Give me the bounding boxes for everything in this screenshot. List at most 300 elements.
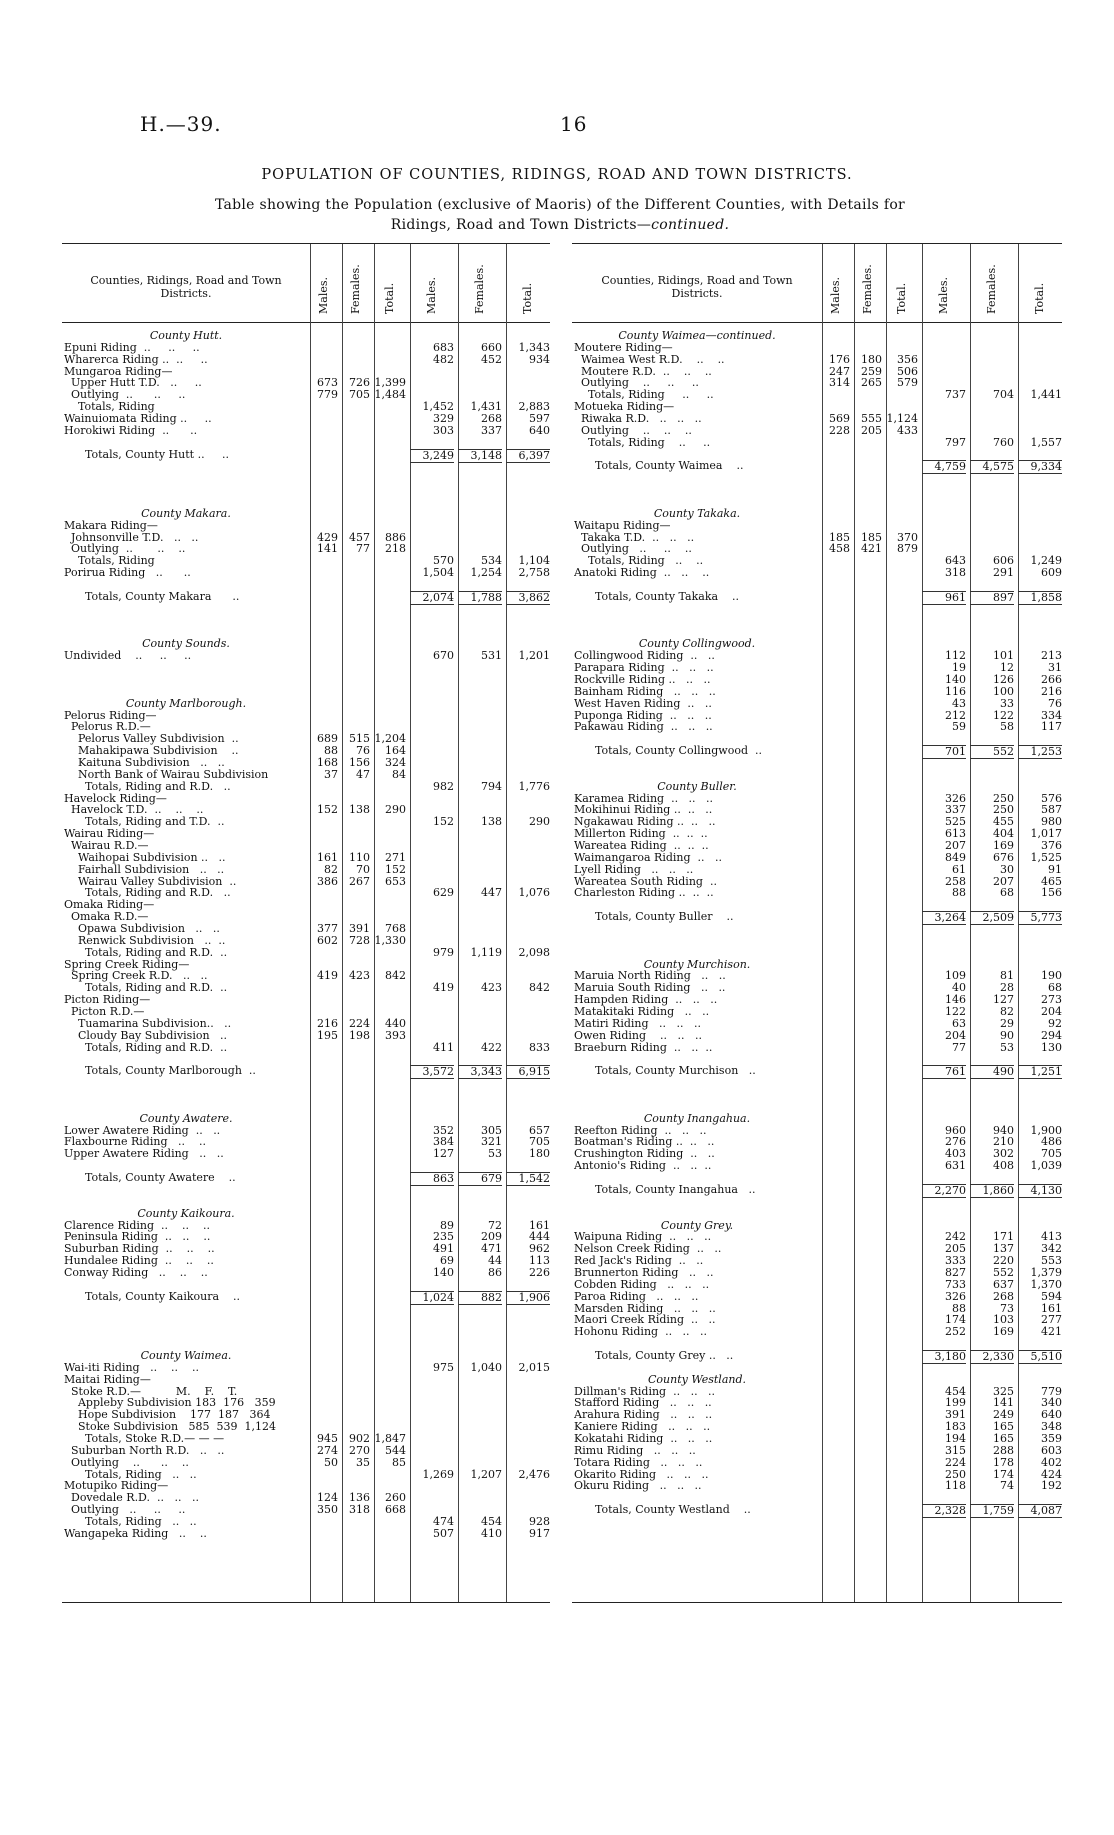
left-cell-f2: 882 xyxy=(458,1291,502,1305)
right-cell-t2: 161 xyxy=(1041,1301,1062,1315)
right-row-label: Charleston Riding .. .. .. xyxy=(574,887,714,900)
right-table-row xyxy=(572,1172,1062,1184)
right-cell-m2: 797 xyxy=(945,435,966,449)
right-cell-m2: 2,270 xyxy=(922,1184,966,1198)
right-row-label: Dillman's Riding .. .. .. xyxy=(574,1385,716,1398)
page-number: 16 xyxy=(560,112,588,136)
right-cell-t2: 1,249 xyxy=(1030,554,1062,568)
left-cell-f2: 410 xyxy=(481,1526,502,1540)
left-cell-m1: 168 xyxy=(317,755,338,769)
right-cell-t2: 465 xyxy=(1041,874,1062,888)
right-row-label: Wareatea South Riding .. xyxy=(574,875,717,888)
left-cell-f2: 1,254 xyxy=(470,566,502,580)
left-cell-f1: 515 xyxy=(349,732,370,746)
right-cell-t2: 192 xyxy=(1041,1479,1062,1493)
left-cell-f2: 534 xyxy=(481,554,502,568)
right-table-row xyxy=(572,1279,1062,1291)
right-row-label: Paroa Riding .. .. .. xyxy=(574,1290,699,1303)
right-cell-t2: 1,251 xyxy=(1018,1065,1062,1079)
left-row-label: Totals, County Marlborough .. xyxy=(64,1065,256,1078)
left-row-label: Totals, Riding and R.D. .. xyxy=(64,887,231,900)
right-table-row xyxy=(572,994,1062,1006)
left-table-row xyxy=(62,1409,550,1421)
left-table-row xyxy=(62,840,550,852)
left-table-row xyxy=(62,1362,550,1374)
left-table-row xyxy=(62,816,550,828)
left-cell-f2: 321 xyxy=(481,1135,502,1149)
left-row-label: County Sounds. xyxy=(142,638,230,651)
left-table-row xyxy=(62,1469,550,1481)
left-cell-m1: 82 xyxy=(324,862,338,876)
right-cell-m2: 849 xyxy=(945,850,966,864)
right-row-label: Millerton Riding .. .. .. xyxy=(574,828,708,841)
right-cell-m2: 174 xyxy=(945,1313,966,1327)
left-cell-t2: 3,862 xyxy=(506,591,550,605)
left-cell-t1: 290 xyxy=(385,803,406,817)
left-table-row xyxy=(62,472,550,484)
right-row-label: Waitapu Riding— xyxy=(574,519,671,532)
right-table-row xyxy=(572,555,1062,567)
left-cell-f1: 270 xyxy=(349,1443,370,1457)
right-cell-f2: 30 xyxy=(1000,862,1014,876)
right-table-row xyxy=(572,1113,1062,1125)
left-cell-m2: 570 xyxy=(433,554,454,568)
left-table-row xyxy=(62,1338,550,1350)
left-cell-m1: 689 xyxy=(317,732,338,746)
left-cell-t1: 1,204 xyxy=(374,732,406,746)
left-cell-t1: 152 xyxy=(385,862,406,876)
right-row-label: Takaka T.D. .. .. .. xyxy=(574,531,695,544)
left-table-row xyxy=(62,650,550,662)
right-row-label: Hohonu Riding .. .. .. xyxy=(574,1326,708,1339)
right-cell-t2: 5,773 xyxy=(1018,911,1062,925)
right-cell-t2: 1,858 xyxy=(1018,591,1062,605)
right-cell-f2: 53 xyxy=(1000,1040,1014,1054)
left-cell-f2: 305 xyxy=(481,1123,502,1137)
left-cell-m2: 419 xyxy=(433,981,454,995)
right-table-row xyxy=(572,1018,1062,1030)
left-row-label: Hope Subdivision 177 187 364 xyxy=(64,1409,271,1422)
right-cell-t2: 266 xyxy=(1041,672,1062,686)
left-row-label: County Hutt. xyxy=(149,330,223,342)
left-cell-m2: 352 xyxy=(433,1123,454,1137)
left-table-row xyxy=(62,366,550,378)
right-cell-m2: 960 xyxy=(945,1123,966,1137)
left-table-row xyxy=(62,484,550,496)
left-table-row xyxy=(62,330,550,342)
left-cell-m1: 124 xyxy=(317,1491,338,1505)
left-row-label: Suburban North R.D. .. .. xyxy=(64,1444,225,1457)
left-table-row xyxy=(62,603,550,615)
right-cell-t2: 1,441 xyxy=(1030,388,1062,402)
left-cell-t2: 1,776 xyxy=(518,779,550,793)
left-cell-f1: 457 xyxy=(349,530,370,544)
right-cell-t2: 424 xyxy=(1041,1467,1062,1481)
left-cell-t2: 597 xyxy=(529,412,550,426)
right-cell-f2: 268 xyxy=(993,1289,1014,1303)
right-cell-f2: 2,330 xyxy=(970,1350,1014,1364)
left-table-row xyxy=(62,460,550,472)
right-cell-m2: 2,328 xyxy=(922,1504,966,1518)
right-table-row xyxy=(572,793,1062,805)
right-cell-t2: 156 xyxy=(1041,886,1062,900)
left-row-label: Totals, County Makara .. xyxy=(64,590,240,603)
right-cell-t2: 1,253 xyxy=(1018,745,1062,759)
right-cell-t1: 356 xyxy=(897,352,918,366)
right-cell-t2: 76 xyxy=(1048,696,1062,710)
left-cell-t1: 768 xyxy=(385,922,406,935)
left-row-label: Upper Awatere Riding .. .. xyxy=(64,1148,224,1161)
right-cell-f2: 1,759 xyxy=(970,1504,1014,1518)
right-cell-t2: 980 xyxy=(1041,815,1062,829)
left-table-row xyxy=(62,1267,550,1279)
subtitle-line-1: Table showing the Population (exclusive of Maoris) of the Different Counties, with Details for xyxy=(214,197,906,213)
left-cell-t2: 962 xyxy=(529,1242,550,1256)
left-table-row xyxy=(62,627,550,639)
right-cell-f2: 68 xyxy=(1000,886,1014,900)
right-cell-f2: 249 xyxy=(993,1408,1014,1422)
left-cell-m1: 602 xyxy=(317,933,338,947)
left-males-1-header: Males. xyxy=(317,277,330,314)
right-total-2-header: Total. xyxy=(1033,282,1046,314)
left-row-label: County Waimea. xyxy=(140,1349,232,1362)
subtitle-line-2 xyxy=(40,215,1080,235)
left-table-row xyxy=(62,543,550,555)
right-cell-t2: 553 xyxy=(1041,1254,1062,1268)
right-row-label: Pakawau Riding .. .. .. xyxy=(574,721,713,734)
right-cell-m2: 318 xyxy=(945,566,966,580)
left-cell-f2: 86 xyxy=(488,1265,502,1279)
right-row-label: Matiri Riding .. .. .. xyxy=(574,1017,701,1030)
right-cell-m2: 3,264 xyxy=(922,911,966,925)
left-cell-t1: 393 xyxy=(385,1028,406,1042)
right-table-row xyxy=(572,1053,1062,1065)
right-table-row xyxy=(572,330,1062,342)
left-table-row xyxy=(62,1374,550,1386)
left-cell-f1: 391 xyxy=(349,922,370,935)
right-row-label: County Collingwood. xyxy=(638,638,756,651)
left-row-label: Dovedale R.D. .. .. .. xyxy=(64,1492,199,1505)
right-table-row xyxy=(572,354,1062,366)
left-row-label: Clarence Riding .. .. .. xyxy=(64,1219,210,1232)
right-table-row xyxy=(572,1397,1062,1409)
right-cell-f2: 178 xyxy=(993,1455,1014,1469)
right-row-label: Parapara Riding .. .. .. xyxy=(574,662,714,675)
left-cell-m1: 779 xyxy=(317,388,338,402)
left-table-row xyxy=(62,567,550,579)
right-cell-m2: 40 xyxy=(952,981,966,995)
left-table-row xyxy=(62,1125,550,1137)
right-cell-f2: 174 xyxy=(993,1467,1014,1481)
right-cell-t2: 376 xyxy=(1041,838,1062,852)
right-cell-f2: 137 xyxy=(993,1242,1014,1256)
right-table-row xyxy=(572,887,1062,899)
left-cell-t2: 113 xyxy=(529,1254,550,1268)
right-cell-f2: 404 xyxy=(993,827,1014,841)
left-cell-f2: 423 xyxy=(481,981,502,995)
left-cell-t1: 164 xyxy=(385,744,406,758)
right-table-row xyxy=(572,508,1062,520)
left-row-label: County Marlborough. xyxy=(125,697,247,710)
left-cell-f1: 198 xyxy=(349,1028,370,1042)
right-cell-t2: 1,039 xyxy=(1030,1159,1062,1173)
left-row-label: Kaituna Subdivision .. .. xyxy=(64,756,225,769)
right-table-row xyxy=(572,911,1062,923)
left-row-label: Renwick Subdivision .. .. xyxy=(64,934,226,947)
left-table-row xyxy=(62,496,550,508)
right-cell-t1: 433 xyxy=(897,423,918,437)
right-cell-m2: 88 xyxy=(952,886,966,900)
right-males-1-header: Males. xyxy=(829,277,842,314)
right-row-label: County Grey. xyxy=(660,1219,734,1232)
left-row-label: Totals, Riding .. .. xyxy=(64,1468,197,1481)
left-table-row xyxy=(62,615,550,627)
left-cell-t1: 260 xyxy=(385,1491,406,1505)
left-row-label: County Kaikoura. xyxy=(137,1207,235,1220)
left-table-row xyxy=(62,887,550,899)
left-row-label: Mungaroa Riding— xyxy=(64,365,173,378)
right-table-row xyxy=(572,603,1062,615)
right-cell-t2: 117 xyxy=(1041,720,1062,734)
right-table-row xyxy=(572,1433,1062,1445)
left-cell-f2: 138 xyxy=(481,815,502,829)
right-cell-f2: 165 xyxy=(993,1431,1014,1445)
right-table-row xyxy=(572,1042,1062,1054)
left-table-row xyxy=(62,1433,550,1445)
right-cell-m2: 224 xyxy=(945,1455,966,1469)
right-header xyxy=(572,244,1062,323)
right-total-1-header: Total. xyxy=(895,282,908,314)
left-row-label: Stoke R.D.— M. F. T. xyxy=(64,1385,238,1398)
right-cell-m2: 63 xyxy=(952,1016,966,1030)
left-row-label: Spring Creek R.D. .. .. xyxy=(64,970,208,983)
right-cell-t2: 4,087 xyxy=(1018,1504,1062,1518)
right-cell-t2: 190 xyxy=(1041,969,1062,983)
left-cell-t1: 653 xyxy=(385,874,406,888)
left-cell-t1: 668 xyxy=(385,1503,406,1517)
right-cell-f2: 165 xyxy=(993,1420,1014,1434)
left-cell-f1: 224 xyxy=(349,1016,370,1030)
right-table-row xyxy=(572,484,1062,496)
right-cell-m2: 643 xyxy=(945,554,966,568)
right-cell-t2: 294 xyxy=(1041,1028,1062,1042)
right-cell-m2: 250 xyxy=(945,1467,966,1481)
left-table-row xyxy=(62,1492,550,1504)
right-table-row xyxy=(572,615,1062,627)
right-table-row xyxy=(572,1457,1062,1469)
left-cell-m1: 216 xyxy=(317,1016,338,1030)
left-cell-m2: 2,074 xyxy=(410,591,454,605)
right-cell-f2: 288 xyxy=(993,1443,1014,1457)
right-row-label: Maruia North Riding .. .. xyxy=(574,970,726,983)
left-table-row xyxy=(62,1101,550,1113)
right-cell-f2: 122 xyxy=(993,708,1014,722)
left-cell-t1: 886 xyxy=(385,530,406,544)
left-table-row xyxy=(62,852,550,864)
left-table-row xyxy=(62,1303,550,1315)
left-row-label: County Makara. xyxy=(141,507,231,520)
left-cell-t1: 1,847 xyxy=(374,1431,406,1445)
left-row-label: Tuamarina Subdivision.. .. xyxy=(64,1017,232,1030)
left-cell-t2: 6,397 xyxy=(506,449,550,463)
left-table-row xyxy=(62,1291,550,1303)
left-cell-m2: 670 xyxy=(433,649,454,663)
left-cell-f1: 726 xyxy=(349,376,370,390)
left-table-row xyxy=(62,698,550,710)
page-reference: H.—39. xyxy=(140,112,222,136)
left-table xyxy=(62,243,550,1603)
left-table-row xyxy=(62,864,550,876)
right-table-row xyxy=(572,698,1062,710)
right-cell-m2: 631 xyxy=(945,1159,966,1173)
right-row-label: Totara Riding .. .. .. xyxy=(574,1456,703,1469)
left-cell-f1: 35 xyxy=(356,1455,370,1469)
left-cell-f2: 794 xyxy=(481,779,502,793)
right-cell-m2: 613 xyxy=(945,827,966,841)
left-cell-m2: 411 xyxy=(433,1040,454,1054)
left-cell-t2: 2,758 xyxy=(518,566,550,580)
left-table-row xyxy=(62,1445,550,1457)
left-row-label: Cloudy Bay Subdivision .. xyxy=(64,1029,228,1042)
right-row-label: Rockville Riding .. .. .. xyxy=(574,673,711,686)
right-table-row xyxy=(572,460,1062,472)
right-cell-t2: 204 xyxy=(1041,1005,1062,1019)
left-cell-t1: 1,399 xyxy=(374,376,406,390)
right-row-label: Rimu Riding .. .. .. xyxy=(574,1444,696,1457)
right-row-label: Puponga Riding .. .. .. xyxy=(574,709,712,722)
left-cell-f2: 53 xyxy=(488,1147,502,1161)
left-row-label: Havelock T.D. .. .. .. xyxy=(64,804,204,817)
left-table-row xyxy=(62,959,550,971)
subtitle-line-2-text: Ridings, Road and Town Districts— xyxy=(390,217,652,233)
right-cell-m2: 326 xyxy=(945,791,966,805)
right-cell-t2: 273 xyxy=(1041,993,1062,1007)
left-table-row xyxy=(62,591,550,603)
left-row-label: Totals, County Hutt .. .. xyxy=(64,448,230,461)
left-table-row xyxy=(62,804,550,816)
left-cell-m2: 1,024 xyxy=(410,1291,454,1305)
left-cell-m1: 161 xyxy=(317,850,338,864)
left-cell-t2: 226 xyxy=(529,1265,550,1279)
right-table-row xyxy=(572,1160,1062,1172)
right-cell-t2: 5,510 xyxy=(1018,1350,1062,1364)
right-row-label: Braeburn Riding .. .. .. xyxy=(574,1041,713,1054)
right-cell-t2: 486 xyxy=(1041,1135,1062,1149)
left-table-row xyxy=(62,1030,550,1042)
right-table-row xyxy=(572,1089,1062,1101)
left-table-row xyxy=(62,1386,550,1398)
right-cell-m2: 403 xyxy=(945,1147,966,1161)
left-cell-f1: 76 xyxy=(356,744,370,758)
right-row-label: Totals, County Takaka .. xyxy=(574,590,740,603)
right-cell-f2: 101 xyxy=(993,649,1014,663)
left-cell-f1: 318 xyxy=(349,1503,370,1517)
right-row-label: Crushington Riding .. .. xyxy=(574,1148,715,1161)
right-table-row xyxy=(572,721,1062,733)
right-row-label: Collingwood Riding .. .. xyxy=(574,650,715,663)
right-cell-t2: 1,370 xyxy=(1030,1277,1062,1291)
right-cell-f2: 126 xyxy=(993,672,1014,686)
left-row-label: Upper Hutt T.D. .. .. xyxy=(64,377,202,390)
right-cell-t1: 579 xyxy=(897,376,918,390)
left-table-row xyxy=(62,970,550,982)
left-row-label: Totals, Stoke R.D.— — — xyxy=(64,1432,225,1445)
left-cell-f2: 679 xyxy=(458,1172,502,1186)
left-table-row xyxy=(62,520,550,532)
left-table-row xyxy=(62,662,550,674)
right-cell-m2: 43 xyxy=(952,696,966,710)
right-table-row xyxy=(572,1338,1062,1350)
right-row-label: Mokihinui Riding .. .. .. xyxy=(574,804,713,817)
right-cell-m2: 183 xyxy=(945,1420,966,1434)
left-table-row xyxy=(62,1042,550,1054)
right-cell-f2: 1,860 xyxy=(970,1184,1014,1198)
right-table-row xyxy=(572,686,1062,698)
right-row-label: Totals, County Westland .. xyxy=(574,1504,751,1517)
right-table-row xyxy=(572,1006,1062,1018)
left-table-row xyxy=(62,1397,550,1409)
right-table-row xyxy=(572,1125,1062,1137)
left-table-row xyxy=(62,1160,550,1172)
left-table-row xyxy=(62,354,550,366)
right-table-row xyxy=(572,1255,1062,1267)
right-table-row xyxy=(572,1409,1062,1421)
right-table-row xyxy=(572,982,1062,994)
left-row-label: Suburban Riding .. .. .. xyxy=(64,1243,215,1256)
right-cell-f2: 207 xyxy=(993,874,1014,888)
left-row-label: Epuni Riding .. .. .. xyxy=(64,341,200,354)
right-table-row xyxy=(572,1196,1062,1208)
left-cell-t2: 2,098 xyxy=(518,945,550,959)
right-table-row xyxy=(572,520,1062,532)
right-table-row xyxy=(572,413,1062,425)
right-table-row xyxy=(572,638,1062,650)
right-table-row xyxy=(572,496,1062,508)
left-cell-f2: 44 xyxy=(488,1254,502,1268)
left-table-row xyxy=(62,638,550,650)
right-row-label: Riwaka R.D. .. .. .. xyxy=(574,413,702,426)
left-table-row xyxy=(62,579,550,591)
right-table-row xyxy=(572,1136,1062,1148)
left-row-label: Hundalee Riding .. .. .. xyxy=(64,1255,214,1268)
left-row-label: Totals, Riding and R.D. .. xyxy=(64,1041,228,1054)
right-cell-f2: 291 xyxy=(993,566,1014,580)
right-cell-m2: 77 xyxy=(952,1040,966,1054)
right-table-row xyxy=(572,532,1062,544)
left-cell-t2: 705 xyxy=(529,1135,550,1149)
left-cell-m1: 88 xyxy=(324,744,338,758)
right-cell-f2: 704 xyxy=(993,388,1014,402)
left-cell-t2: 657 xyxy=(529,1123,550,1137)
right-row-label: County Murchison. xyxy=(643,958,751,971)
right-cell-t2: 413 xyxy=(1041,1230,1062,1244)
right-row-label: Okarito Riding .. .. .. xyxy=(574,1468,709,1481)
left-row-label: Totals, County Awatere .. xyxy=(64,1172,236,1185)
right-cell-m2: 276 xyxy=(945,1135,966,1149)
right-table-row xyxy=(572,804,1062,816)
right-row-label: Moutere Riding— xyxy=(574,341,673,354)
left-table-row xyxy=(62,1279,550,1291)
left-cell-m1: 350 xyxy=(317,1503,338,1517)
right-cell-t1: 506 xyxy=(897,364,918,378)
right-cell-f2: 760 xyxy=(993,435,1014,449)
left-table-row xyxy=(62,745,550,757)
right-cell-f2: 220 xyxy=(993,1254,1014,1268)
right-row-label: Bainham Riding .. .. .. xyxy=(574,685,716,698)
right-row-label: Waipuna Riding .. .. .. xyxy=(574,1231,712,1244)
left-cell-t2: 2,015 xyxy=(518,1360,550,1374)
left-total-1-header: Total. xyxy=(383,282,396,314)
